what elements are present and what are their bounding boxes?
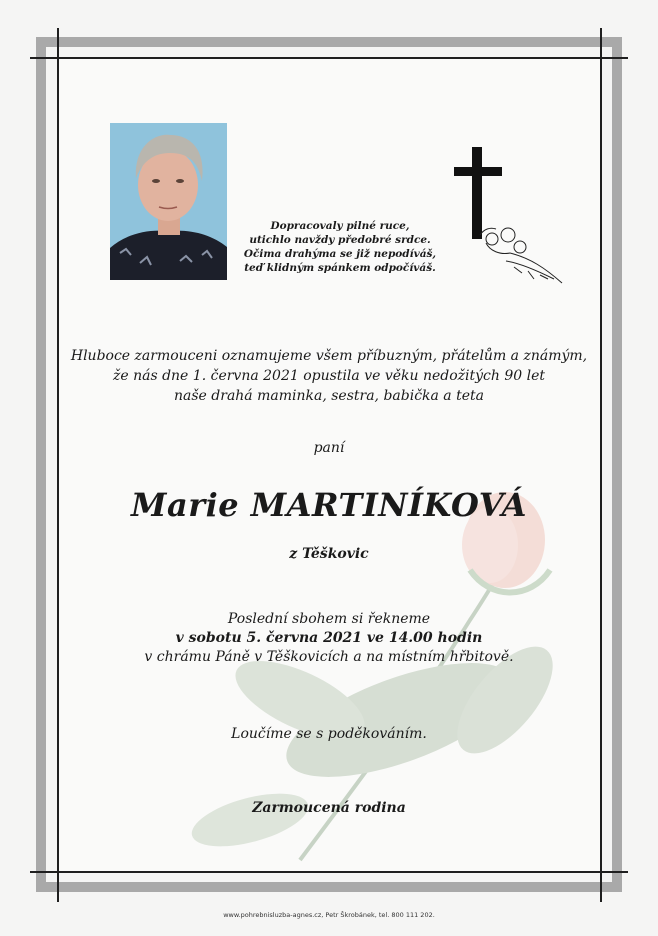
- cross-icon: [454, 147, 502, 239]
- flower-decoration: [480, 228, 562, 283]
- poem-line: teď klidným spánkem odpočíváš.: [244, 262, 436, 274]
- deceased-name: Marie MARTINÍKOVÁ: [131, 486, 527, 524]
- announcement-line: naše drahá maminka, sestra, babička a teta: [174, 388, 484, 404]
- funeral-place: v chrámu Páně v Těškovicích a na místním hřbitově.: [144, 649, 514, 665]
- portrait-photo: [110, 123, 227, 280]
- funeral-date: v sobotu 5. června 2021 ve 14.00 hodin: [175, 630, 483, 646]
- funeral-line-1: Poslední sbohem si řekneme: [227, 611, 431, 627]
- announcement: [60, 346, 598, 406]
- poem-line: utichlo navždy předobré srdce.: [249, 234, 431, 246]
- funeral-info: [60, 610, 598, 667]
- poem-line: Očima drahýma se již nepodíváš,: [243, 248, 437, 260]
- thanks: Loučíme se s poděkováním.: [231, 726, 427, 742]
- poem-line: Dopracovaly pilné ruce,: [270, 220, 410, 232]
- poem: [235, 219, 445, 275]
- footer: www.pohrebnisluzba-agnes.cz, Petr Škrobánek, tel. 800 111 202.: [223, 911, 435, 919]
- cross-decoration: [450, 143, 570, 293]
- title-word: paní: [313, 440, 345, 456]
- announcement-line: Hluboce zarmouceni oznamujeme všem příbuzným, přátelům a známým,: [70, 348, 588, 364]
- signature: Zarmoucená rodina: [252, 800, 406, 816]
- announcement-line: že nás dne 1. června 2021 opustila ve věku nedožitých 90 let: [112, 368, 546, 384]
- origin: z Těškovic: [289, 546, 369, 562]
